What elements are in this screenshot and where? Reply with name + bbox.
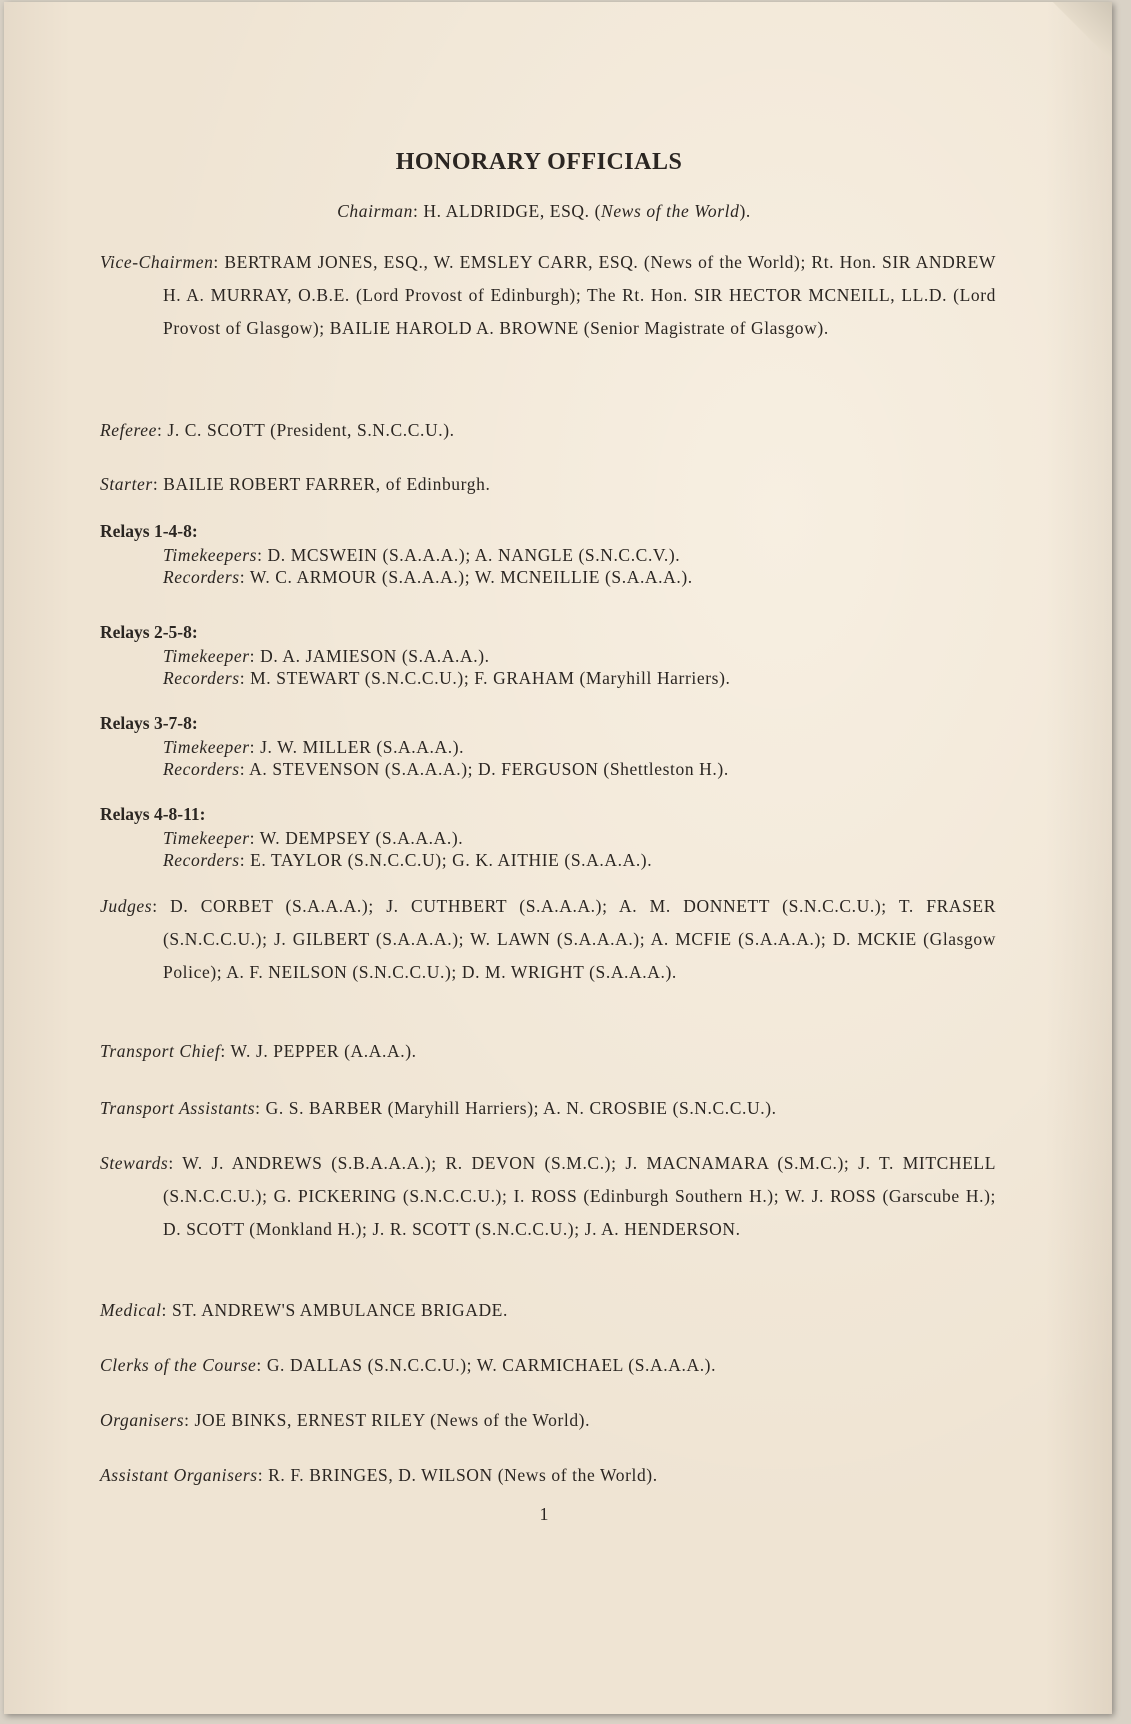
relay-role: Timekeeper (163, 646, 250, 666)
transport-chief-entry: Transport Chief: W. J. PEPPER (A.A.A.). (100, 1041, 417, 1061)
judges-entry: Judges: D. CORBET (S.A.A.A.); J. CUTHBERT (S.A.A.A.); A. M. DONNETT (S.N.C.C.U.); T. FRASER (S.N.C.C.U.); J. GILBERT (S.A.A.A.); W. LAWN (S.A.A.A.); A. MCFIE (S.A.A.A.); D. MCKIE (Glasgow Police); A. F. NEILSON (S.N.C.C.U.); D. M. WRIGHT (S.A.A.A.). (100, 896, 996, 982)
medical-text: ST. ANDREW'S AMBULANCE BRIGADE. (171, 1300, 508, 1320)
relay-text: D. MCSWEIN (S.A.A.A.); A. NANGLE (S.N.C.C.V.). (267, 545, 681, 565)
transport-chief-text: W. J. PEPPER (A.A.A.). (230, 1041, 417, 1061)
chairman-line: Chairman: H. ALDRIDGE, ESQ. (News of the World). (337, 201, 751, 221)
relays-heading: Relays 1-4-8: (100, 521, 198, 541)
page-number: 1 (539, 1504, 549, 1524)
chairman-paper: News of the World (601, 201, 740, 221)
referee-text: J. C. SCOTT (President, S.N.C.C.U.). (167, 420, 455, 440)
folded-corner (1042, 2, 1112, 62)
relay-role: Recorders (163, 668, 240, 688)
relay-text: D. A. JAMIESON (S.A.A.A.). (260, 646, 490, 666)
relay-role: Recorders (163, 567, 240, 587)
relay-text: W. DEMPSEY (S.A.A.A.). (259, 828, 464, 848)
referee-entry: Referee: J. C. SCOTT (President, S.N.C.C.U.). (100, 420, 455, 440)
organisers-text: JOE BINKS, ERNEST RILEY (News of the World). (194, 1410, 591, 1430)
relay-line: Timekeeper: W. DEMPSEY (S.A.A.A.). (163, 828, 464, 848)
transport-assistants-text: G. S. BARBER (Maryhill Harriers); A. N. CROSBIE (S.N.C.C.U.). (265, 1098, 777, 1118)
relay-role: Timekeepers (163, 545, 258, 565)
relay-role: Timekeeper (163, 737, 250, 757)
starter-role: Starter (100, 474, 153, 494)
transport-chief-role: Transport Chief (100, 1041, 221, 1061)
relay-text: M. STEWART (S.N.C.C.U.); F. GRAHAM (Maryhill Harriers). (250, 668, 731, 688)
relays-heading: Relays 2-5-8: (100, 622, 198, 642)
clerks-entry: Clerks of the Course: G. DALLAS (S.N.C.C.U.); W. CARMICHAEL (S.A.A.A.). (100, 1355, 717, 1375)
relays-heading: Relays 3-7-8: (100, 713, 198, 733)
vice-chairmen-text: BERTRAM JONES, ESQ., W. EMSLEY CARR, ESQ. (News of the World); Rt. Hon. SIR ANDREW H. A. MURRAY, O.B.E. (Lord Provost of Edinburgh); The Rt. Hon. SIR HECTOR MCNEILL, LL.D. (Lord Provost of Glasgow); BAILIE HAROLD A. BROWNE (Senior Magistrate of Glasgow). (163, 252, 996, 338)
relays-heading: Relays 4-8-11: (100, 804, 206, 824)
clerks-text: G. DALLAS (S.N.C.C.U.); W. CARMICHAEL (S.A.A.A.). (266, 1355, 717, 1375)
relay-text: J. W. MILLER (S.A.A.A.). (260, 737, 465, 757)
medical-role: Medical (100, 1300, 162, 1320)
judges-text: D. CORBET (S.A.A.A.); J. CUTHBERT (S.A.A.A.); A. M. DONNETT (S.N.C.C.U.); T. FRASER (S.N.C.C.U.); J. GILBERT (S.A.A.A.); W. LAWN (S.A.A.A.); A. MCFIE (S.A.A.A.); D. MCKIE (Glasgow Police); A. F. NEILSON (S.N.C.C.U.); D. M. WRIGHT (S.A.A.A.). (163, 896, 996, 982)
vice-chairmen-role: Vice-Chairmen (100, 252, 214, 272)
vice-chairmen-entry: Vice-Chairmen: BERTRAM JONES, ESQ., W. EMSLEY CARR, ESQ. (News of the World); Rt. Hon. SIR ANDREW H. A. MURRAY, O.B.E. (Lord Provost of Edinburgh); The Rt. Hon. SIR HECTOR MCNEILL, LL.D. (Lord Provost of Glasgow); BAILIE HAROLD A. BROWNE (Senior Magistrate of Glasgow). (100, 252, 996, 338)
relay-text: A. STEVENSON (S.A.A.A.); D. FERGUSON (Shettleston H.). (249, 759, 729, 779)
chairman-text: H. ALDRIDGE, ESQ. ( (423, 201, 602, 221)
chairman-role: Chairman (337, 201, 413, 221)
medical-entry: Medical: ST. ANDREW'S AMBULANCE BRIGADE. (100, 1300, 508, 1320)
relay-text: W. C. ARMOUR (S.A.A.A.); W. MCNEILLIE (S.A.A.A.). (249, 567, 693, 587)
transport-assistants-entry: Transport Assistants: G. S. BARBER (Maryhill Harriers); A. N. CROSBIE (S.N.C.C.U.). (100, 1098, 777, 1118)
relay-line: Recorders: M. STEWART (S.N.C.C.U.); F. GRAHAM (Maryhill Harriers). (163, 668, 731, 688)
relay-line: Timekeeper: D. A. JAMIESON (S.A.A.A.). (163, 646, 490, 666)
chairman-end: ). (739, 201, 751, 221)
relay-line: Recorders: E. TAYLOR (S.N.C.C.U); G. K. AITHIE (S.A.A.A.). (163, 850, 653, 870)
relay-role: Recorders (163, 759, 240, 779)
transport-assistants-role: Transport Assistants (100, 1098, 256, 1118)
stewards-entry: Stewards: W. J. ANDREWS (S.B.A.A.A.); R. DEVON (S.M.C.); J. MACNAMARA (S.M.C.); J. T. MITCHELL (S.N.C.C.U.); G. PICKERING (S.N.C.C.U.); I. ROSS (Edinburgh Southern H.); W. J. ROSS (Garscube H.); D. SCOTT (Monkland H.); J. R. SCOTT (S.N.C.C.U.); J. A. HENDERSON. (100, 1153, 996, 1239)
assistant-organisers-text: R. F. BRINGES, D. WILSON (News of the World). (268, 1465, 658, 1485)
starter-text: BAILIE ROBERT FARRER, of Edinburgh. (163, 474, 491, 494)
stewards-role: Stewards (100, 1153, 169, 1173)
relay-line: Recorders: A. STEVENSON (S.A.A.A.); D. FERGUSON (Shettleston H.). (163, 759, 729, 779)
stewards-text: W. J. ANDREWS (S.B.A.A.A.); R. DEVON (S.M.C.); J. MACNAMARA (S.M.C.); J. T. MITCHELL (S.N.C.C.U.); G. PICKERING (S.N.C.C.U.); I. ROSS (Edinburgh Southern H.); W. J. ROSS (Garscube H.); D. SCOTT (Monkland H.); J. R. SCOTT (S.N.C.C.U.); J. A. HENDERSON. (163, 1153, 996, 1239)
relay-role: Recorders (163, 850, 240, 870)
organisers-entry: Organisers: JOE BINKS, ERNEST RILEY (News of the World). (100, 1410, 591, 1430)
referee-role: Referee (100, 420, 157, 440)
relay-text: E. TAYLOR (S.N.C.C.U); G. K. AITHIE (S.A.A.A.). (250, 850, 653, 870)
relay-line: Timekeeper: J. W. MILLER (S.A.A.A.). (163, 737, 465, 757)
relay-role: Timekeeper (163, 828, 250, 848)
relay-line: Recorders: W. C. ARMOUR (S.A.A.A.); W. MCNEILLIE (S.A.A.A.). (163, 567, 693, 587)
page-title: HONORARY OFFICIALS (395, 149, 683, 175)
assistant-organisers-entry: Assistant Organisers: R. F. BRINGES, D. WILSON (News of the World). (100, 1465, 658, 1485)
clerks-role: Clerks of the Course (100, 1355, 257, 1375)
relay-line: Timekeepers: D. MCSWEIN (S.A.A.A.); A. NANGLE (S.N.C.C.V.). (163, 545, 681, 565)
assistant-organisers-role: Assistant Organisers (100, 1465, 258, 1485)
starter-entry: Starter: BAILIE ROBERT FARRER, of Edinburgh. (100, 474, 491, 494)
judges-role: Judges (100, 896, 153, 916)
organisers-role: Organisers (100, 1410, 185, 1430)
document-page (4, 2, 1112, 1714)
